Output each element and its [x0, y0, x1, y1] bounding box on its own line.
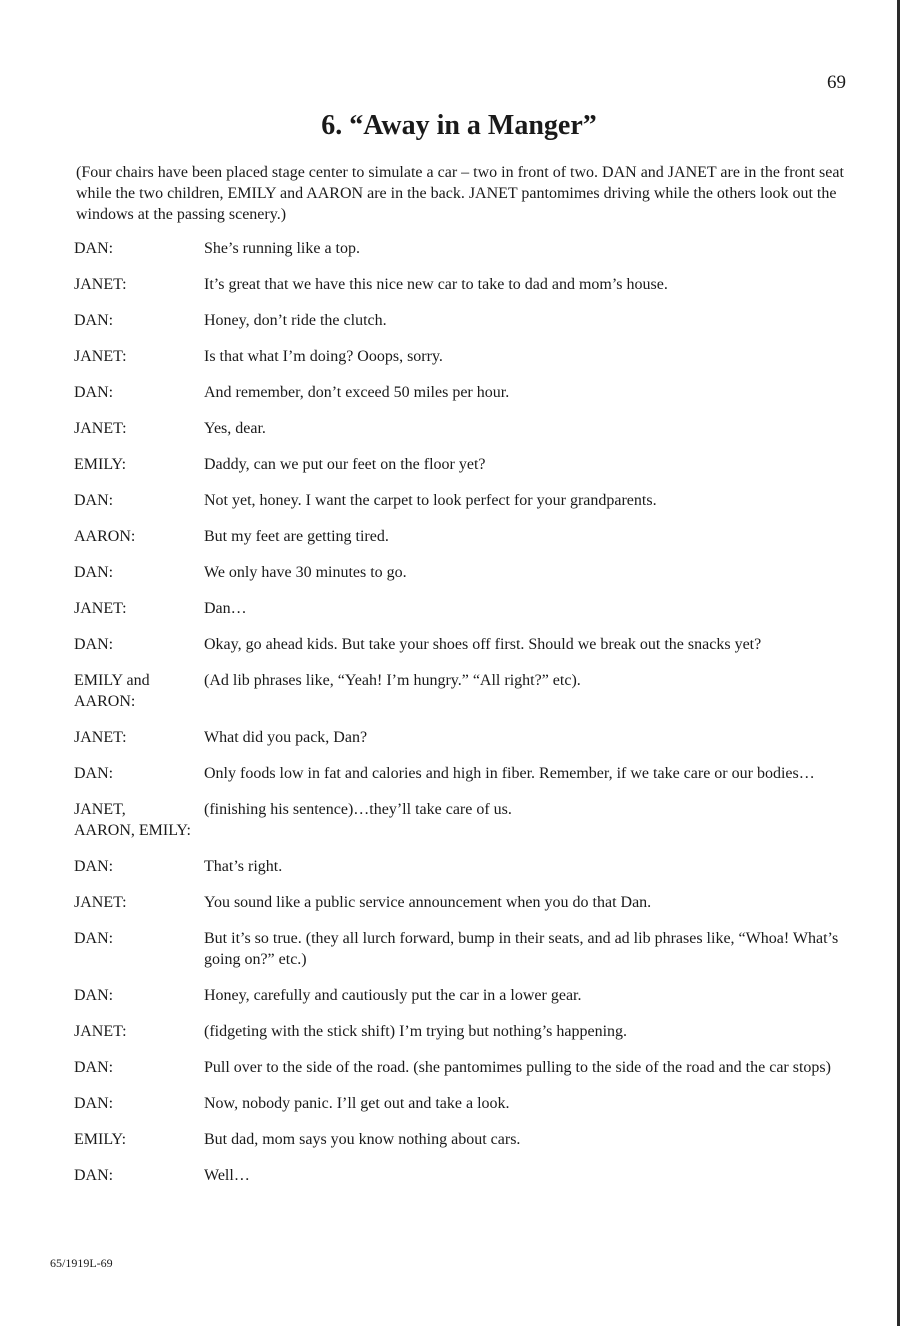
page-number: 69	[827, 72, 846, 93]
speech-text: Honey, don’t ride the clutch.	[204, 312, 387, 329]
speech-text: That’s right.	[204, 858, 283, 875]
speech-text: (Ad lib phrases like, “Yeah! I’m hungry.” “All right?” etc).	[204, 672, 581, 689]
speaker-name: DAN:	[74, 930, 114, 947]
dialogue-line	[0, 856, 900, 877]
speaker-name: JANET, AARON, EMILY:	[74, 801, 191, 839]
speaker-name: EMILY and AARON:	[74, 672, 150, 710]
speaker-name: DAN:	[74, 858, 114, 875]
stage-direction: (Four chairs have been placed stage center to simulate a car – two in front of two. DAN and JANET are in the front seat while the two children, EMILY and AARON are in the back. JANET pantomimes driving while the others look out the windows at the passing scenery.)	[76, 164, 844, 223]
dialogue-line	[0, 1093, 900, 1114]
dialogue-line	[0, 418, 900, 439]
dialogue-line	[0, 928, 900, 970]
speech-text: And remember, don’t exceed 50 miles per hour.	[204, 384, 510, 401]
dialogue-line	[0, 490, 900, 511]
dialogue-line	[0, 1129, 900, 1150]
dialogue-line	[0, 346, 900, 367]
speaker-name: DAN:	[74, 240, 114, 257]
dialogue-line	[0, 1057, 900, 1078]
speaker-name: DAN:	[74, 1059, 114, 1076]
speaker-name: JANET:	[74, 894, 127, 911]
speaker-name: AARON:	[74, 528, 136, 545]
speech-text: Okay, go ahead kids. But take your shoes off first. Should we break out the snacks yet?	[204, 636, 762, 653]
speech-text: We only have 30 minutes to go.	[204, 564, 407, 581]
speech-text: Honey, carefully and cautiously put the car in a lower gear.	[204, 987, 582, 1004]
dialogue-line	[0, 985, 900, 1006]
speaker-name: JANET:	[74, 276, 127, 293]
speech-text: Only foods low in fat and calories and high in fiber. Remember, if we take care or our bodies…	[204, 765, 815, 782]
speaker-name: JANET:	[74, 1023, 127, 1040]
speech-text: Now, nobody panic. I’ll get out and take a look.	[204, 1095, 510, 1112]
speaker-name: DAN:	[74, 564, 114, 581]
dialogue-line	[0, 310, 900, 331]
speaker-name: DAN:	[74, 987, 114, 1004]
speaker-name: JANET:	[74, 420, 127, 437]
speech-text: Is that what I’m doing? Ooops, sorry.	[204, 348, 443, 365]
dialogue-line	[0, 670, 900, 712]
dialogue-line	[0, 727, 900, 748]
speaker-name: DAN:	[74, 1095, 114, 1112]
dialogue-line	[0, 274, 900, 295]
dialogue-line	[0, 562, 900, 583]
speech-text: What did you pack, Dan?	[204, 729, 368, 746]
speaker-name: EMILY:	[74, 456, 127, 473]
dialogue-line	[0, 598, 900, 619]
speaker-name: JANET:	[74, 600, 127, 617]
dialogue-list	[0, 238, 900, 1201]
dialogue-line	[0, 634, 900, 655]
speech-text: Daddy, can we put our feet on the floor yet?	[204, 456, 486, 473]
speech-text: It’s great that we have this nice new car to take to dad and mom’s house.	[204, 276, 668, 293]
dialogue-line	[0, 1021, 900, 1042]
speech-text: Not yet, honey. I want the carpet to look perfect for your grandparents.	[204, 492, 657, 509]
speech-text: (fidgeting with the stick shift) I’m trying but nothing’s happening.	[204, 1023, 628, 1040]
dialogue-line	[0, 799, 900, 841]
speaker-name: DAN:	[74, 312, 114, 329]
dialogue-line	[0, 526, 900, 547]
speaker-name: DAN:	[74, 492, 114, 509]
speech-text: Pull over to the side of the road. (she pantomimes pulling to the side of the road and the car stops)	[204, 1059, 831, 1076]
dialogue-line	[0, 892, 900, 913]
speech-text: Well…	[204, 1167, 250, 1184]
footer-code: 65/1919L-69	[50, 1256, 113, 1270]
speech-text: You sound like a public service announcement when you do that Dan.	[204, 894, 652, 911]
dialogue-line	[0, 382, 900, 403]
dialogue-line	[0, 238, 900, 259]
speech-text: But it’s so true. (they all lurch forward, bump in their seats, and ad lib phrases like, “Whoa! What’s going on?” etc.)	[204, 930, 839, 968]
speaker-name: DAN:	[74, 1167, 114, 1184]
dialogue-line	[0, 1165, 900, 1186]
speech-text: She’s running like a top.	[204, 240, 360, 257]
speech-text: Dan…	[204, 600, 247, 617]
speaker-name: JANET:	[74, 348, 127, 365]
dialogue-line	[0, 454, 900, 475]
speech-text: But dad, mom says you know nothing about cars.	[204, 1131, 521, 1148]
scene-title: 6. “Away in a Manger”	[321, 110, 597, 141]
speech-text: But my feet are getting tired.	[204, 528, 389, 545]
dialogue-line	[0, 763, 900, 784]
speaker-name: DAN:	[74, 636, 114, 653]
speaker-name: EMILY:	[74, 1131, 127, 1148]
speaker-name: JANET:	[74, 729, 127, 746]
speech-text: (finishing his sentence)…they’ll take care of us.	[204, 801, 512, 818]
speaker-name: DAN:	[74, 384, 114, 401]
speech-text: Yes, dear.	[204, 420, 266, 437]
speaker-name: DAN:	[74, 765, 114, 782]
